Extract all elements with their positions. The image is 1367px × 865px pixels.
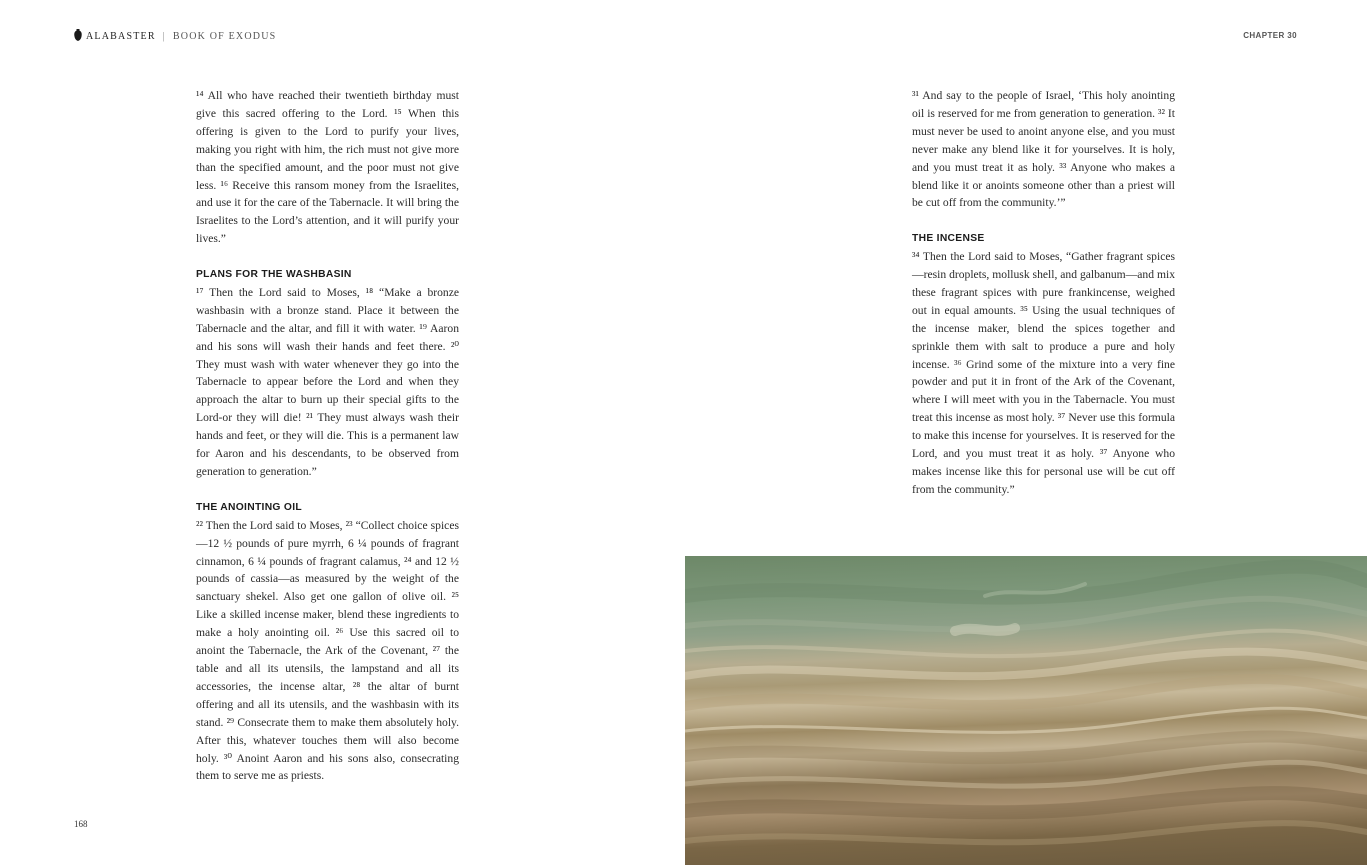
book-title: BOOK OF EXODUS [172,31,277,42]
header-brand [74,29,276,44]
alabaster-jar-icon [74,29,82,44]
abstract-motion-photo [685,556,1367,865]
left-text-column [196,87,459,785]
page-number: 168 [74,819,88,829]
section-heading-washbasin: PLANS FOR THE WASHBASIN [196,269,352,281]
verse-paragraph: ²² Then the Lord said to Moses, ²³ “Collect choice spices—12 ½ pounds of pure myrrh, 6 ¼ pounds of fragrant cinnamon, 6 ¼ pounds of fragrant calamus, ²⁴ and 12 ½ pounds of cassia—as measured by the weight of the sanctuary shekel. Also get one gallon of olive oil. ²⁵ Like a skilled incense maker, blend these ingredients to make a holy anointing oil. ²⁶ Use this sacred oil to anoint the Tabernacle, the Ark of the Covenant, ²⁷ the table and all its utensils, the lampstand and all its accessories, the incense altar, ²⁸ the altar of burnt offering and all its utensils, and the washbasin with its stand. ²⁹ Consecrate them to make them absolutely holy. After this, whatever touches them will also become holy. ³⁰ Anoint Aaron and his sons also, consecrating them to serve me as priests. [196,518,459,783]
right-text-column [912,87,1175,499]
section-heading-incense: THE INCENSE [912,233,985,245]
verse-paragraph: ¹⁴ All who have reached their twentieth birthday must give this sacred offering to the Lord. ¹⁵ When this offering is given to the Lord to purify your lives, making you right with him, the rich must not give more than the specified amount, and the poor must not give less. ¹⁶ Receive this ransom money from the Israelites, and use it for the care of the Tabernacle. It will bring the Israelites to the Lord’s attention, and it will purify your lives.” [196,89,459,246]
chapter-label: CHAPTER 30 [1243,31,1297,40]
verse-paragraph: ³¹ And say to the people of Israel, ‘This holy anointing oil is reserved for me from generation to generation. ³² It must never be used to anoint anyone else, and you must never make any blend like it for yourselves. It is holy, and you must treat it as holy. ³³ Anyone who makes a blend like it or anoints someone other than a priest will be cut off from the community.’” [912,89,1175,210]
brand-separator: | [162,31,166,42]
section-heading-anointing-oil: THE ANOINTING OIL [196,501,302,513]
photo-texture [685,556,1367,865]
verse-paragraph: ³⁴ Then the Lord said to Moses, “Gather fragrant spices—resin droplets, mollusk shell, and galbanum—and mix these fragrant spices with pure frankincense, weighed out in equal amounts. ³⁵ Using the usual techniques of the incense maker, blend the spices together and sprinkle them with salt to produce a pure and holy incense. ³⁶ Grind some of the mixture into a very fine powder and put it in front of the Ark of the Covenant, where I will meet with you in the Tabernacle. You must treat this incense as most holy. ³⁷ Never use this formula to make this incense for yourselves. It is reserved for the Lord, and you must treat it as holy. ³⁷ Anyone who makes incense like this for personal use will be cut off from the community.” [912,250,1175,496]
brand-name: ALABASTER [86,31,156,42]
verse-paragraph: ¹⁷ Then the Lord said to Moses, ¹⁸ “Make a bronze washbasin with a bronze stand. Place it between the Tabernacle and the altar, and fill it with water. ¹⁹ Aaron and his sons will wash their hands and feet there. ²⁰ They must wash with water whenever they go into the Tabernacle to appear before the Lord and when they approach the altar to burn up their special gifts to the Lord-or they will die! ²¹ They must always wash their hands and feet, or they will die. This is a permanent law for Aaron and his descendants, to be observed from generation to generation.” [196,285,459,479]
